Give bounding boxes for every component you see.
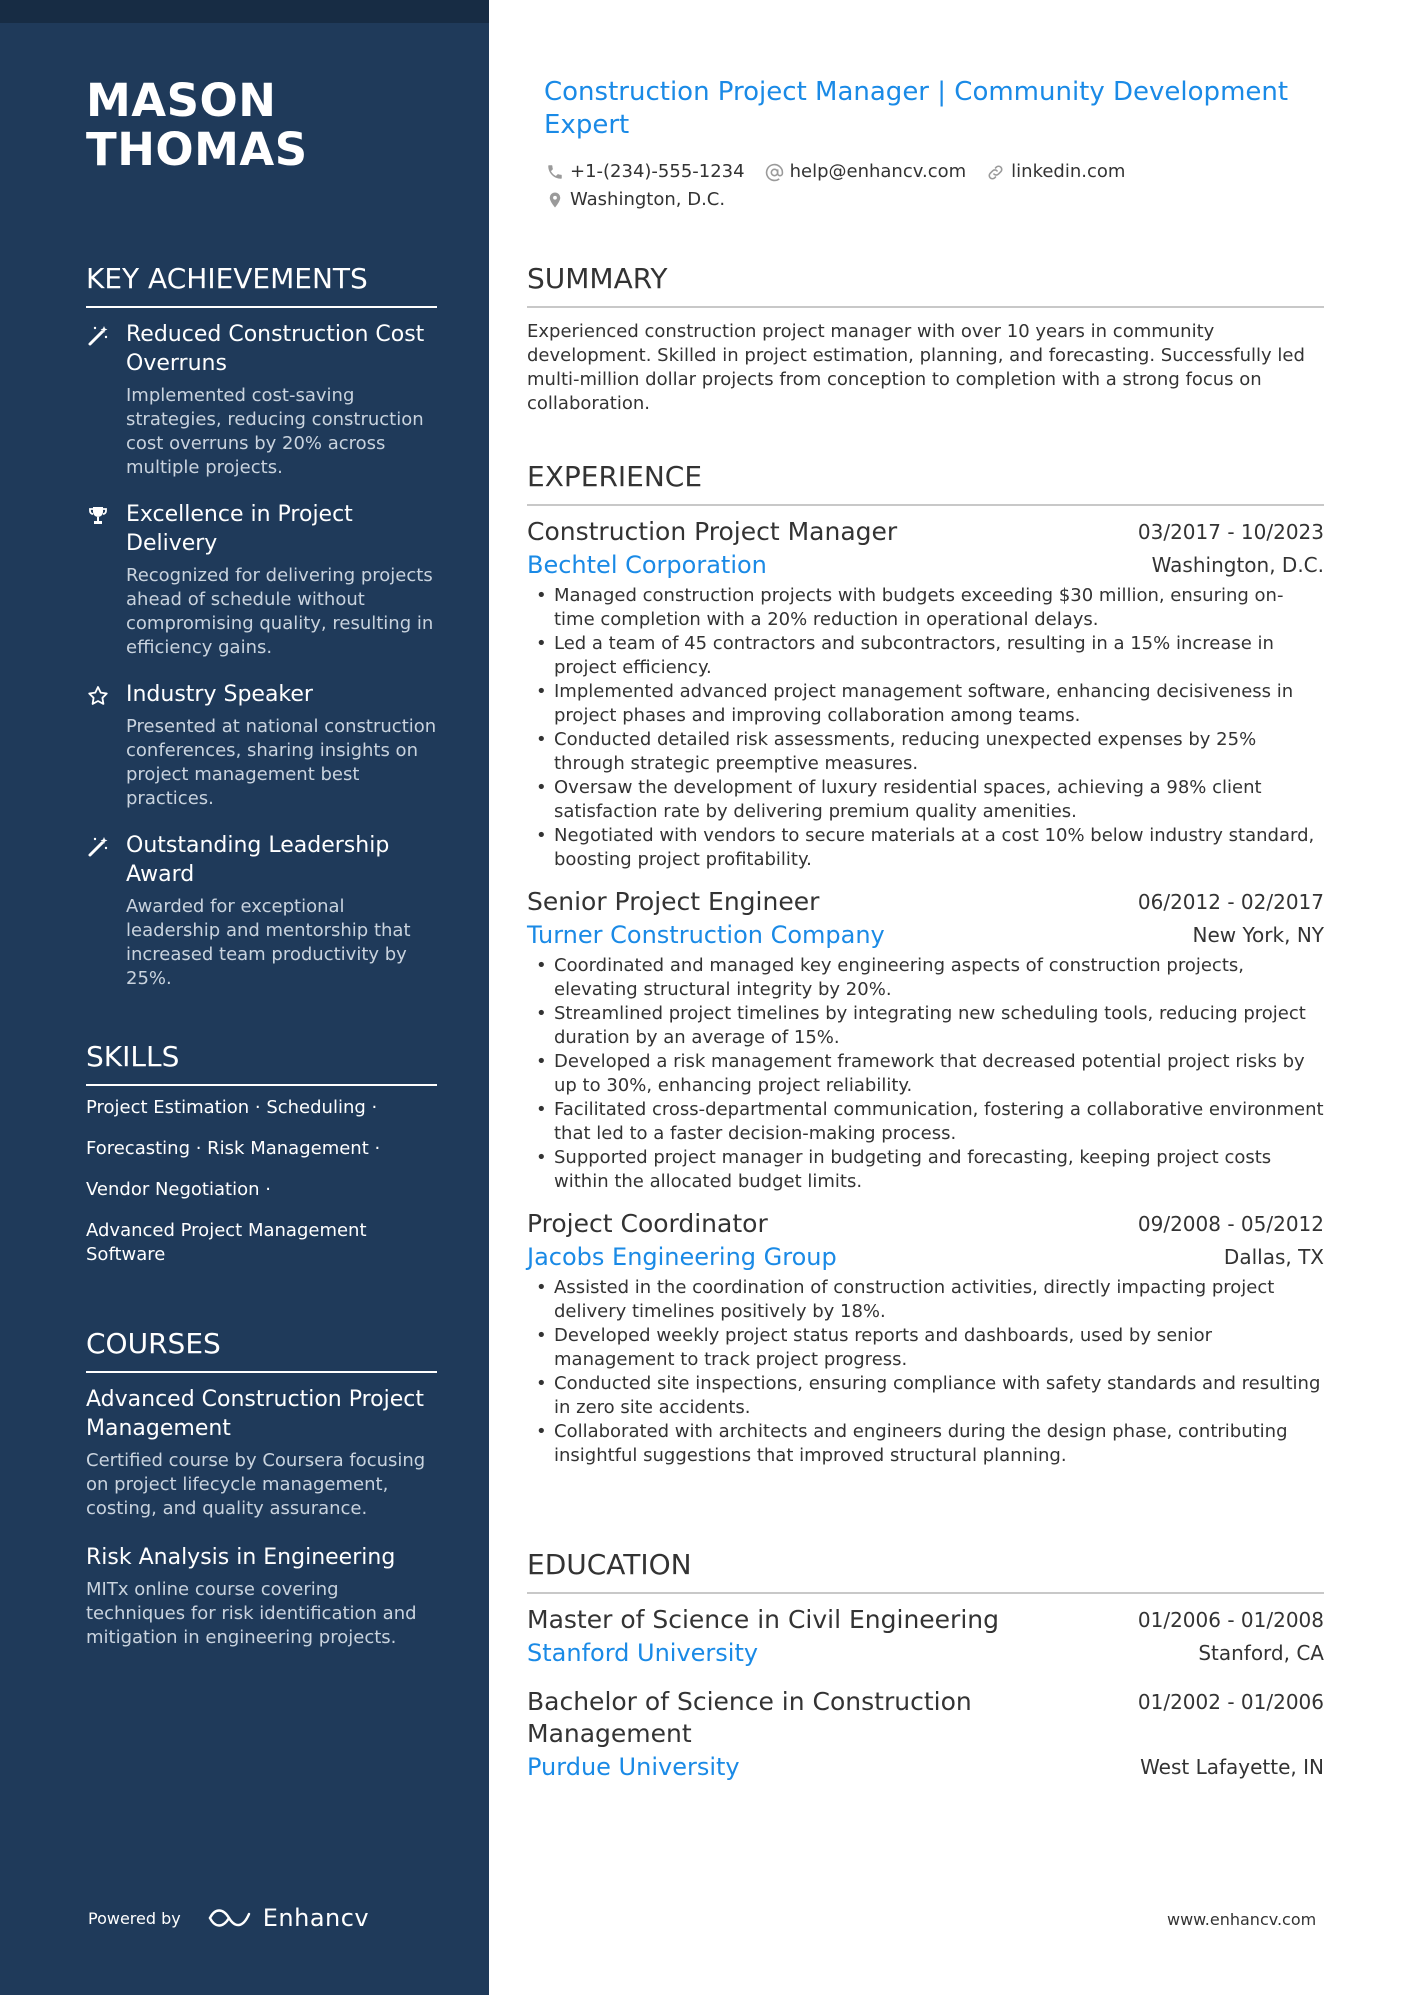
email-text: help@enhancv.com — [789, 161, 967, 182]
skill-line: Advanced Project Management Software — [86, 1220, 367, 1265]
entry-header — [527, 516, 1324, 548]
bullet-item: • Assisted in the coordination of construction activities, directly impacting project delivery timelines positively by 18%. — [527, 1276, 1324, 1324]
contact-email[interactable] — [765, 158, 967, 186]
skills-section — [86, 1040, 437, 1284]
course-description: MITx online course covering techniques for risk identification and mitigation in engineering projects. — [86, 1579, 417, 1648]
education-section — [527, 1548, 1324, 1800]
key-achievements-title: KEY ACHIEVEMENTS — [86, 262, 437, 308]
sidebar-top-bar — [0, 0, 489, 23]
course-item — [86, 1385, 437, 1521]
magic-wand-icon — [86, 324, 110, 348]
achievement-description: Presented at national construction conferences, sharing insights on project management best practices. — [126, 716, 437, 809]
headline: Construction Project Manager | Community Development Expert — [544, 77, 1289, 140]
sidebar — [0, 0, 489, 1995]
entry-subheader — [527, 1750, 1324, 1784]
course-item — [86, 1543, 437, 1650]
company-name: Jacobs Engineering Group — [527, 1243, 837, 1271]
achievement-description: Implemented cost-saving strategies, reducing construction cost overruns by 20% across multiple projects. — [126, 385, 424, 478]
bullet-item: • Coordinated and managed key engineering aspects of construction projects, elevating structural integrity by 20%. — [527, 954, 1324, 1002]
skill-line: Project Estimation · Scheduling · — [86, 1097, 378, 1118]
job-title: Senior Project Engineer — [527, 887, 820, 916]
course-description: Certified course by Coursera focusing on project lifecycle management, costing, and quality assurance. — [86, 1450, 426, 1519]
company-name: Turner Construction Company — [527, 921, 885, 949]
achievement-description: Recognized for delivering projects ahead of schedule without compromising quality, resulting in efficiency gains. — [126, 565, 434, 658]
entry-header — [527, 1604, 1324, 1636]
education-title: EDUCATION — [527, 1548, 1324, 1594]
education-entry — [527, 1686, 1324, 1784]
degree-title: Bachelor of Science in Construction Management — [527, 1687, 972, 1748]
location-text: Washington, D.C. — [570, 189, 726, 210]
bullet-item: • Managed construction projects with budgets exceeding $30 million, ensuring on-time completion with a 20% reduction in operational delays. — [527, 584, 1324, 632]
phone-icon — [546, 163, 564, 181]
bullet-item: • Conducted site inspections, ensuring compliance with safety standards and resulting in zero site accidents. — [527, 1372, 1324, 1420]
experience-entry — [527, 1208, 1324, 1468]
achievement-item — [86, 831, 437, 991]
job-location: New York, NY — [1192, 923, 1324, 947]
experience-title: EXPERIENCE — [527, 460, 1324, 506]
courses-section — [86, 1327, 437, 1672]
achievement-item — [86, 500, 437, 660]
school-location: Stanford, CA — [1198, 1641, 1324, 1665]
entry-header — [527, 886, 1324, 918]
job-title: Construction Project Manager — [527, 517, 898, 546]
job-bullets — [527, 584, 1324, 872]
bullet-item: • Conducted detailed risk assessments, reducing unexpected expenses by 25% through strategic preemptive measures. — [527, 728, 1324, 776]
degree-dates: 01/2002 - 01/2006 — [1137, 1690, 1324, 1714]
enhancv-logo[interactable] — [207, 1904, 369, 1932]
job-dates: 06/2012 - 02/2017 — [1137, 890, 1324, 914]
powered-by-label: Powered by — [88, 1908, 181, 1928]
contact-location — [546, 186, 725, 214]
location-pin-icon — [546, 190, 564, 210]
achievement-item — [86, 320, 437, 480]
skills-title: SKILLS — [86, 1040, 437, 1086]
magic-wand-icon — [86, 835, 110, 859]
experience-entry — [527, 516, 1324, 872]
achievement-description: Awarded for exceptional leadership and mentorship that increased team productivity by 25%. — [126, 896, 411, 989]
school-name: Stanford University — [527, 1639, 759, 1667]
key-achievements-section — [86, 262, 437, 1011]
achievement-item — [86, 680, 437, 811]
degree-title: Master of Science in Civil Engineering — [527, 1605, 999, 1634]
degree-dates: 01/2006 - 01/2008 — [1137, 1608, 1324, 1632]
bullet-item: • Collaborated with architects and engineers during the design phase, contributing insightful suggestions that improved structural planning. — [527, 1420, 1324, 1468]
person-name — [86, 76, 308, 174]
phone-text: +1-(234)-555-1234 — [570, 161, 745, 182]
experience-entry — [527, 886, 1324, 1194]
job-location: Dallas, TX — [1223, 1245, 1324, 1269]
contact-info — [546, 158, 1306, 214]
achievement-title: Excellence in Project Delivery — [126, 502, 353, 556]
skill-line: Vendor Negotiation · — [86, 1179, 271, 1200]
summary-text: Experienced construction project manager with over 10 years in community development. Skilled in project estimation, planning, and forecasting. Successfully led multi-million dollar projects from conception to completion with a strong focus on collaboration. — [527, 321, 1305, 414]
bullet-item: • Implemented advanced project management software, enhancing decisiveness in project phases and improving collaboration among teams. — [527, 680, 1324, 728]
entry-subheader — [527, 1240, 1324, 1274]
contact-link[interactable] — [986, 158, 1125, 186]
summary-section — [527, 262, 1324, 416]
job-dates: 03/2017 - 10/2023 — [1137, 520, 1324, 544]
entry-subheader — [527, 548, 1324, 582]
course-title: Risk Analysis in Engineering — [86, 1545, 396, 1570]
job-bullets — [527, 954, 1324, 1194]
achievements-list — [86, 320, 437, 991]
name-last: THOMAS — [86, 123, 308, 176]
course-title: Advanced Construction Project Management — [86, 1387, 425, 1441]
link-text: linkedin.com — [1011, 161, 1126, 182]
bullet-item: • Developed a risk management framework that decreased potential project risks by up to 30%, enhancing project reliability. — [527, 1050, 1324, 1098]
entry-header — [527, 1208, 1324, 1240]
bullet-item: • Streamlined project timelines by integrating new scheduling tools, reducing project duration by an average of 15%. — [527, 1002, 1324, 1050]
company-name: Bechtel Corporation — [527, 551, 767, 579]
entry-header — [527, 1686, 1324, 1750]
bullet-item: • Facilitated cross-departmental communication, fostering a collaborative environment that led to a faster decision-making process. — [527, 1098, 1324, 1146]
summary-title: SUMMARY — [527, 262, 1324, 308]
contact-row — [546, 186, 1306, 214]
courses-title: COURSES — [86, 1327, 437, 1373]
footer-url[interactable]: www.enhancv.com — [1167, 1910, 1317, 1929]
name-first: MASON — [86, 74, 277, 127]
entry-subheader — [527, 1636, 1324, 1670]
star-icon — [86, 684, 110, 708]
bullet-item: • Supported project manager in budgeting and forecasting, keeping project costs within the allocated budget limits. — [527, 1146, 1324, 1194]
school-name: Purdue University — [527, 1753, 740, 1781]
job-location: Washington, D.C. — [1151, 553, 1324, 577]
school-location: West Lafayette, IN — [1140, 1755, 1324, 1779]
entry-subheader — [527, 918, 1324, 952]
bullet-item: • Negotiated with vendors to secure materials at a cost 10% below industry standard, boosting project profitability. — [527, 824, 1324, 872]
experience-section — [527, 460, 1324, 1482]
contact-row — [546, 158, 1306, 186]
at-sign-icon — [765, 163, 784, 182]
enhancv-logo-icon — [207, 1906, 253, 1930]
job-dates: 09/2008 - 05/2012 — [1137, 1212, 1324, 1236]
education-entry — [527, 1604, 1324, 1670]
bullet-item: • Led a team of 45 contractors and subcontractors, resulting in a 15% increase in project efficiency. — [527, 632, 1324, 680]
powered-by — [88, 1904, 369, 1932]
achievement-title: Industry Speaker — [126, 682, 313, 707]
bullet-item: • Developed weekly project status reports and dashboards, used by senior management to track project progress. — [527, 1324, 1324, 1372]
bullet-item: • Oversaw the development of luxury residential spaces, achieving a 98% client satisfaction rate by delivering premium quality amenities. — [527, 776, 1324, 824]
contact-phone[interactable] — [546, 158, 745, 186]
link-icon — [986, 163, 1005, 182]
trophy-icon — [86, 504, 110, 528]
enhancv-brand: Enhancv — [262, 1904, 370, 1932]
job-bullets — [527, 1276, 1324, 1468]
achievement-title: Outstanding Leadership Award — [126, 833, 390, 887]
achievement-title: Reduced Construction Cost Overruns — [126, 322, 425, 376]
skill-line: Forecasting · Risk Management · — [86, 1138, 381, 1159]
job-title: Project Coordinator — [527, 1209, 768, 1238]
skills-list — [86, 1096, 437, 1267]
